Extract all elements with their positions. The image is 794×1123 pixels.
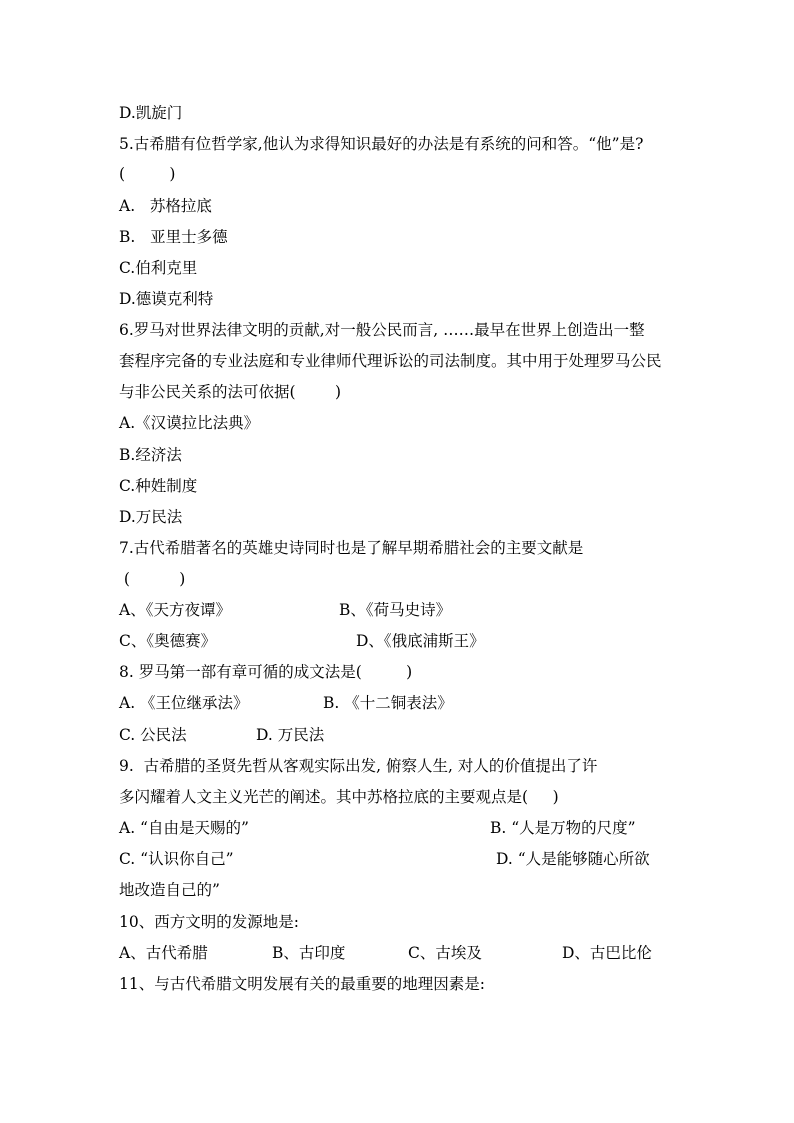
q9-option-d: D. “人是能够随心所欲 <box>496 850 650 868</box>
q10-option-d: D、古巴比伦 <box>562 944 652 962</box>
q9-stem-line2: 多闪耀着人文主义光芒的阐述。其中苏格拉底的主要观点是( ) <box>119 788 559 806</box>
q6-option-a: A.《汉谟拉比法典》 <box>119 414 260 432</box>
q8-option-c: C. 公民法 <box>119 726 187 744</box>
q5-option-c: C.伯利克里 <box>119 259 198 277</box>
q5-option-d: D.德谟克利特 <box>119 290 214 308</box>
q10-option-a: A、古代希腊 <box>119 944 208 962</box>
q7-option-d: D、《俄底浦斯王》 <box>356 632 485 650</box>
q7-stem-line2: ( ) <box>119 570 186 588</box>
q5-option-a: A. 苏格拉底 <box>119 197 212 215</box>
q4-option-d: D.凯旋门 <box>119 104 183 122</box>
q6-stem-line1: 6.罗马对世界法律文明的贡献,对一般公民而言, ……最早在世界上创造出一整 <box>119 321 645 339</box>
q7-option-a: A、《天方夜谭》 <box>119 601 231 619</box>
q9-option-c: C. “认识你自己” <box>119 850 234 868</box>
q7-stem-line1: 7.古代希腊著名的英雄史诗同时也是了解早期希腊社会的主要文献是 <box>119 539 584 557</box>
q5-option-b: B. 亚里士多德 <box>119 228 228 246</box>
q8-option-b: B. 《十二铜表法》 <box>323 694 453 712</box>
q8-stem: 8. 罗马第一部有章可循的成文法是( ) <box>119 663 413 681</box>
q9-option-d-continued: 地改造自己的” <box>119 881 220 899</box>
q6-option-d: D.万民法 <box>119 508 183 526</box>
q9-option-b: B. “人是万物的尺度” <box>490 819 636 837</box>
q9-stem-line1: 9. 古希腊的圣贤先哲从客观实际出发, 俯察人生, 对人的价值提出了许 <box>119 757 598 775</box>
q9-option-a: A. “自由是天赐的” <box>119 819 249 837</box>
q5-stem-line1: 5.古希腊有位哲学家,他认为求得知识最好的办法是有系统的问和答。“他”是? <box>119 135 644 153</box>
q8-option-d: D. 万民法 <box>256 726 325 744</box>
q6-option-c: C.种姓制度 <box>119 477 198 495</box>
q5-stem-line2: ( ) <box>119 165 176 183</box>
q8-option-a: A. 《王位继承法》 <box>119 694 249 712</box>
q7-option-c: C、《奥德赛》 <box>119 632 217 650</box>
q7-option-b: B、《荷马史诗》 <box>339 601 452 619</box>
q6-stem-line2: 套程序完备的专业法庭和专业律师代理诉讼的司法制度。其中用于处理罗马公民 <box>119 352 662 370</box>
q10-stem: 10、西方文明的发源地是: <box>119 913 299 931</box>
q10-option-b: B、古印度 <box>272 944 346 962</box>
q6-option-b: B.经济法 <box>119 446 182 464</box>
q10-option-c: C、古埃及 <box>408 944 482 962</box>
q6-stem-line3: 与非公民关系的法可依据( ) <box>119 383 342 401</box>
q11-stem: 11、与古代希腊文明发展有关的最重要的地理因素是: <box>119 975 485 993</box>
